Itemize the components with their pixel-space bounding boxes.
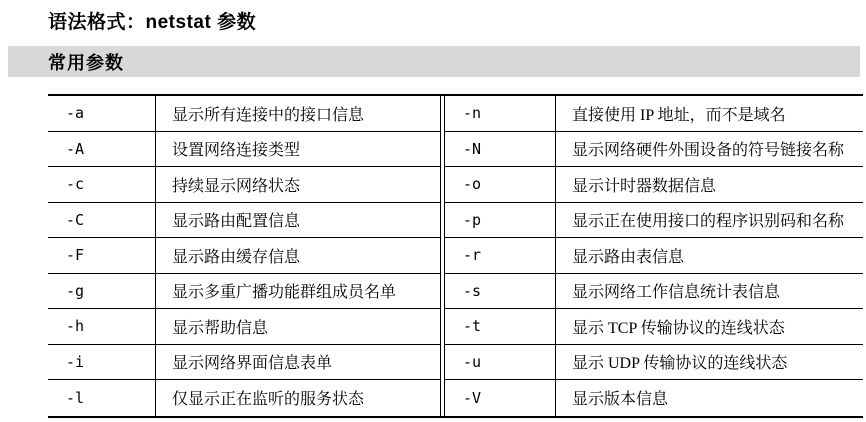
table-row [48,238,440,274]
description-cell: 显示路由表信息 [572,248,685,266]
table-row [48,380,440,416]
param-cell: -n [445,96,556,131]
description-cell: 设置网络连接类型 [172,142,301,160]
param-cell: -N [445,132,556,167]
param-cell: -c [48,167,156,202]
table-row [48,309,440,345]
table-row [445,167,863,203]
param-cell: -s [445,274,556,309]
table-row [445,309,863,345]
description-cell: 显示网络工作信息统计表信息 [572,284,781,302]
description-cell: 显示网络界面信息表单 [172,355,333,373]
table-row [48,345,440,381]
params-table-left [48,96,440,416]
description-cell: 显示正在使用接口的程序识别码和名称 [572,213,845,231]
param-cell: -h [48,309,156,344]
section-header-banner [8,46,860,77]
table-row [445,274,863,310]
table-row [445,132,863,168]
param-cell: -o [445,167,556,202]
params-table [48,94,863,418]
description-cell: 仅显示正在监听的服务状态 [172,391,365,409]
table-row [48,274,440,310]
table-row [48,96,440,132]
param-cell: -p [445,203,556,238]
description-cell: 显示多重广播功能群组成员名单 [172,284,397,302]
params-table-right [445,96,863,416]
description-cell: 显示版本信息 [572,391,669,409]
table-row [48,203,440,239]
table-row [445,96,863,132]
table-row [445,380,863,416]
description-cell: 显示 TCP 传输协议的连线状态 [572,319,785,337]
table-row [48,167,440,203]
description-cell: 显示路由配置信息 [172,213,301,231]
table-row [445,238,863,274]
param-cell: -F [48,238,156,273]
param-cell: -l [48,380,156,416]
syntax-title: 语法格式：netstat 参数 [48,12,257,33]
param-cell: -u [445,345,556,380]
description-cell: 直接使用 IP 地址，而不是域名 [572,106,786,124]
description-cell: 显示路由缓存信息 [172,248,301,266]
section-header-label: 常用参数 [48,52,124,73]
param-cell: -a [48,96,156,131]
description-cell: 显示所有连接中的接口信息 [172,106,365,124]
description-cell: 显示计时器数据信息 [572,177,717,195]
param-cell: -V [445,380,556,416]
param-cell: -g [48,274,156,309]
description-cell: 显示 UDP 传输协议的连线状态 [572,355,788,373]
table-row [445,345,863,381]
param-cell: -A [48,132,156,167]
description-cell: 显示帮助信息 [172,319,269,337]
param-cell: -t [445,309,556,344]
param-cell: -i [48,345,156,380]
param-cell: -r [445,238,556,273]
table-row [445,203,863,239]
param-cell: -C [48,203,156,238]
description-cell: 显示网络硬件外围设备的符号链接名称 [572,142,845,160]
table-row [48,132,440,168]
description-cell: 持续显示网络状态 [172,177,301,195]
